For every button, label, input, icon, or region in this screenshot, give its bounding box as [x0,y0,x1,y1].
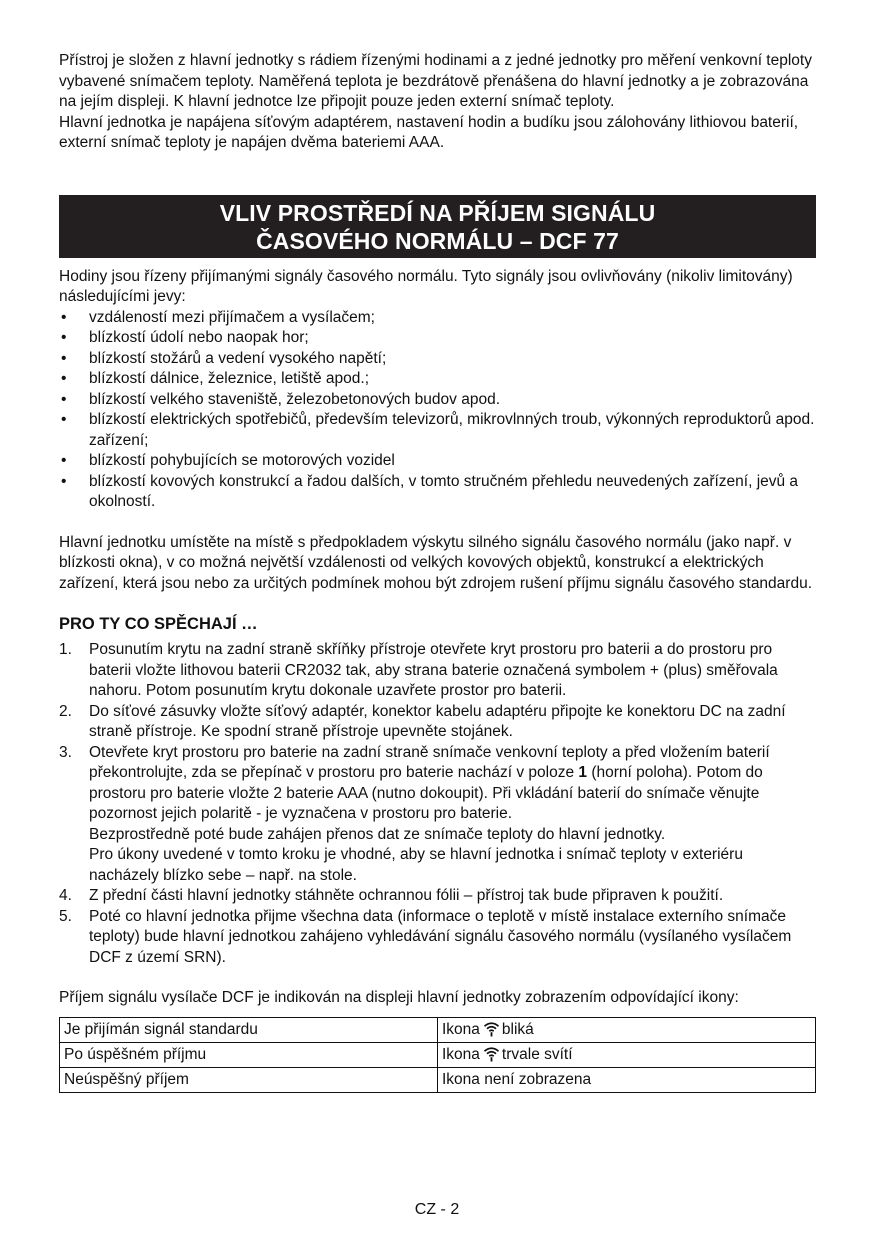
bullet-icon: • [61,308,67,326]
intro-section [59,51,816,154]
banner-line: ČASOVÉHO NORMÁLU – DCF 77 [256,227,619,254]
list-item-text: blízkostí elektrických spotřebičů, především televizorů, mikrovlnných troub, výkonných reproduktorů apod. zařízení; [89,411,815,449]
list-item [59,369,816,390]
table-cell-indicator: Ikona trvale svítí [438,1042,816,1067]
step-item [59,886,816,907]
intro-paragraph: Hlavní jednotka je napájena síťovým adaptérem, nastavení hodin a budíku jsou zálohovány lithiovou baterií, externí snímač teploty je napájen dvěma bateriemi AAA. [59,113,799,151]
list-item-text: vzdáleností mezi přijímačem a vysílačem; [89,308,375,326]
step-item [59,640,816,702]
bullet-icon: • [61,390,67,408]
step-text: Posunutím krytu na zadní straně skříňky přístroje otevřete kryt prostoru pro baterii a do prostoru pro baterii vložte lithovou baterii CR2032 tak, aby strana baterie označená symbolem + (plus) směřovala nahoru. Potom posunutím krytu dokonale uzavřete prostor pro baterii. [89,641,778,699]
list-item-text: blízkostí údolí nebo naopak hor; [89,329,309,346]
bullet-icon: • [61,370,67,387]
list-item [59,451,816,472]
list-item-text: blízkostí stožárů a vedení vysokého napětí; [89,349,387,367]
list-item [59,349,816,370]
section-banner [59,195,816,258]
step-number: 2. [59,702,72,720]
dcf-signal-icon [483,1021,500,1037]
table-cell-indicator: Ikona není zobrazena [438,1067,816,1092]
step-number: 1. [59,641,72,658]
quickstart-heading: PRO TY CO SPĚCHAJÍ … [59,615,258,633]
step-text: (horní poloha). Potom do prostoru pro baterie vložte 2 baterie AAA (nutno dokoupit). Při vkládání baterií do snímače věnujte pozornost jejich polaritě - je vyznačena v prostoru pro baterie. [89,764,763,822]
bullet-icon: • [61,472,67,490]
step-text: Pro úkony uvedené v tomto kroku je vhodné, aby se hlavní jednotka i snímač teploty v exteriéru nacházely blízko sebe – např. na stole. [89,846,743,884]
manual-page [59,51,816,1093]
list-item-text: blízkostí kovových konstrukcí a řadou dalších, v tomto stručném přehledu neuvedených zařízení, jevů a okolností. [89,472,799,510]
banner-line: VLIV PROSTŘEDÍ NA PŘÍJEM SIGNÁLU [219,199,656,226]
table-row [60,1067,816,1092]
step-item [59,702,816,743]
table-cell-state: Neúspěšný příjem [60,1067,438,1092]
step-text: Do síťové zásuvky vložte síťový adaptér, konektor kabelu adaptéru připojte ke konektoru DC na zadní straně přístroje. Ke spodní straně přístroje upevněte stojánek. [89,702,786,740]
table-cell-state: Po úspěšném příjmu [60,1042,438,1067]
list-item [59,410,816,451]
list-item [59,472,816,513]
step-text: Z přední části hlavní jednotky stáhněte ochrannou fólii – přístroj tak bude připraven k použití. [89,887,724,904]
list-item [59,328,816,349]
step-text: Poté co hlavní jednotka přijme všechna data (informace o teplotě v místě instalace externího snímače teploty) bude hlavní jednotkou zahájeno vyhledávání signálu časového normálu (vysílaného vysílačem DCF z území SRN). [89,907,792,966]
list-item-text: blízkostí dálnice, železnice, letiště apod.; [89,370,370,387]
switch-position: 1 [578,764,588,781]
dcf-signal-icon [483,1046,500,1062]
table-row [60,1042,816,1067]
step-item [59,907,816,969]
influence-lead: Hodiny jsou řízeny přijímanými signály časového normálu. Tyto signály jsou ovlivňovány (nikoliv limitovány) následujícími jevy: [59,267,793,305]
quickstart-steps [59,640,816,968]
bullet-icon: • [61,411,67,428]
signal-table [59,1017,816,1093]
table-cell-indicator: Ikona bliká [438,1017,816,1042]
step-number: 5. [59,907,72,925]
influence-list [59,308,816,513]
placement-paragraph: Hlavní jednotku umístěte na místě s předpokladem výskytu silného signálu časového normálu (jako např. v blízkosti okna), v co možná největší vzdálenosti od velkých kovových objektů, konstrukcí a elektrických zařízení, která jsou nebo za určitých podmínek mohou být zdrojem rušení příjmu signálu časového standardu. [59,533,813,592]
step-text: Otevřete kryt prostoru pro baterie na zadní straně snímače venkovní teploty a před vložením baterií překontrolujte, zda se přepínač v prostoru pro baterie nachází v poloze [89,743,770,781]
influence-section [59,267,816,595]
table-row [60,1017,816,1042]
list-item [59,308,816,329]
page-number: CZ - 2 [414,1201,460,1218]
step-item [59,743,816,887]
table-cell-state: Je přijímán signál standardu [60,1017,438,1042]
bullet-icon: • [61,349,67,367]
list-item [59,390,816,411]
list-item-text: blízkostí velkého staveniště, železobetonových budov apod. [89,390,501,408]
step-number: 3. [59,743,72,761]
list-item-text: blízkostí pohybujících se motorových vozidel [89,452,395,469]
bullet-icon: • [61,329,67,346]
bullet-icon: • [61,452,67,469]
signal-intro: Příjem signálu vysílače DCF je indikován na displeji hlavní jednotky zobrazením odpovídající ikony: [59,989,739,1006]
step-text: Bezprostředně poté bude zahájen přenos dat ze snímače teploty do hlavní jednotky. [89,825,666,843]
step-number: 4. [59,887,72,904]
intro-paragraph: Přístroj je složen z hlavní jednotky s rádiem řízenými hodinami a z jedné jednotky pro měření venkovní teploty vybavené snímačem teploty. Naměřená teplota je bezdrátově přenášena do hlavní jednotky a je zobrazována na jejím displeji. K hlavní jednotce lze připojit pouze jeden externí snímač teploty. [59,52,812,110]
